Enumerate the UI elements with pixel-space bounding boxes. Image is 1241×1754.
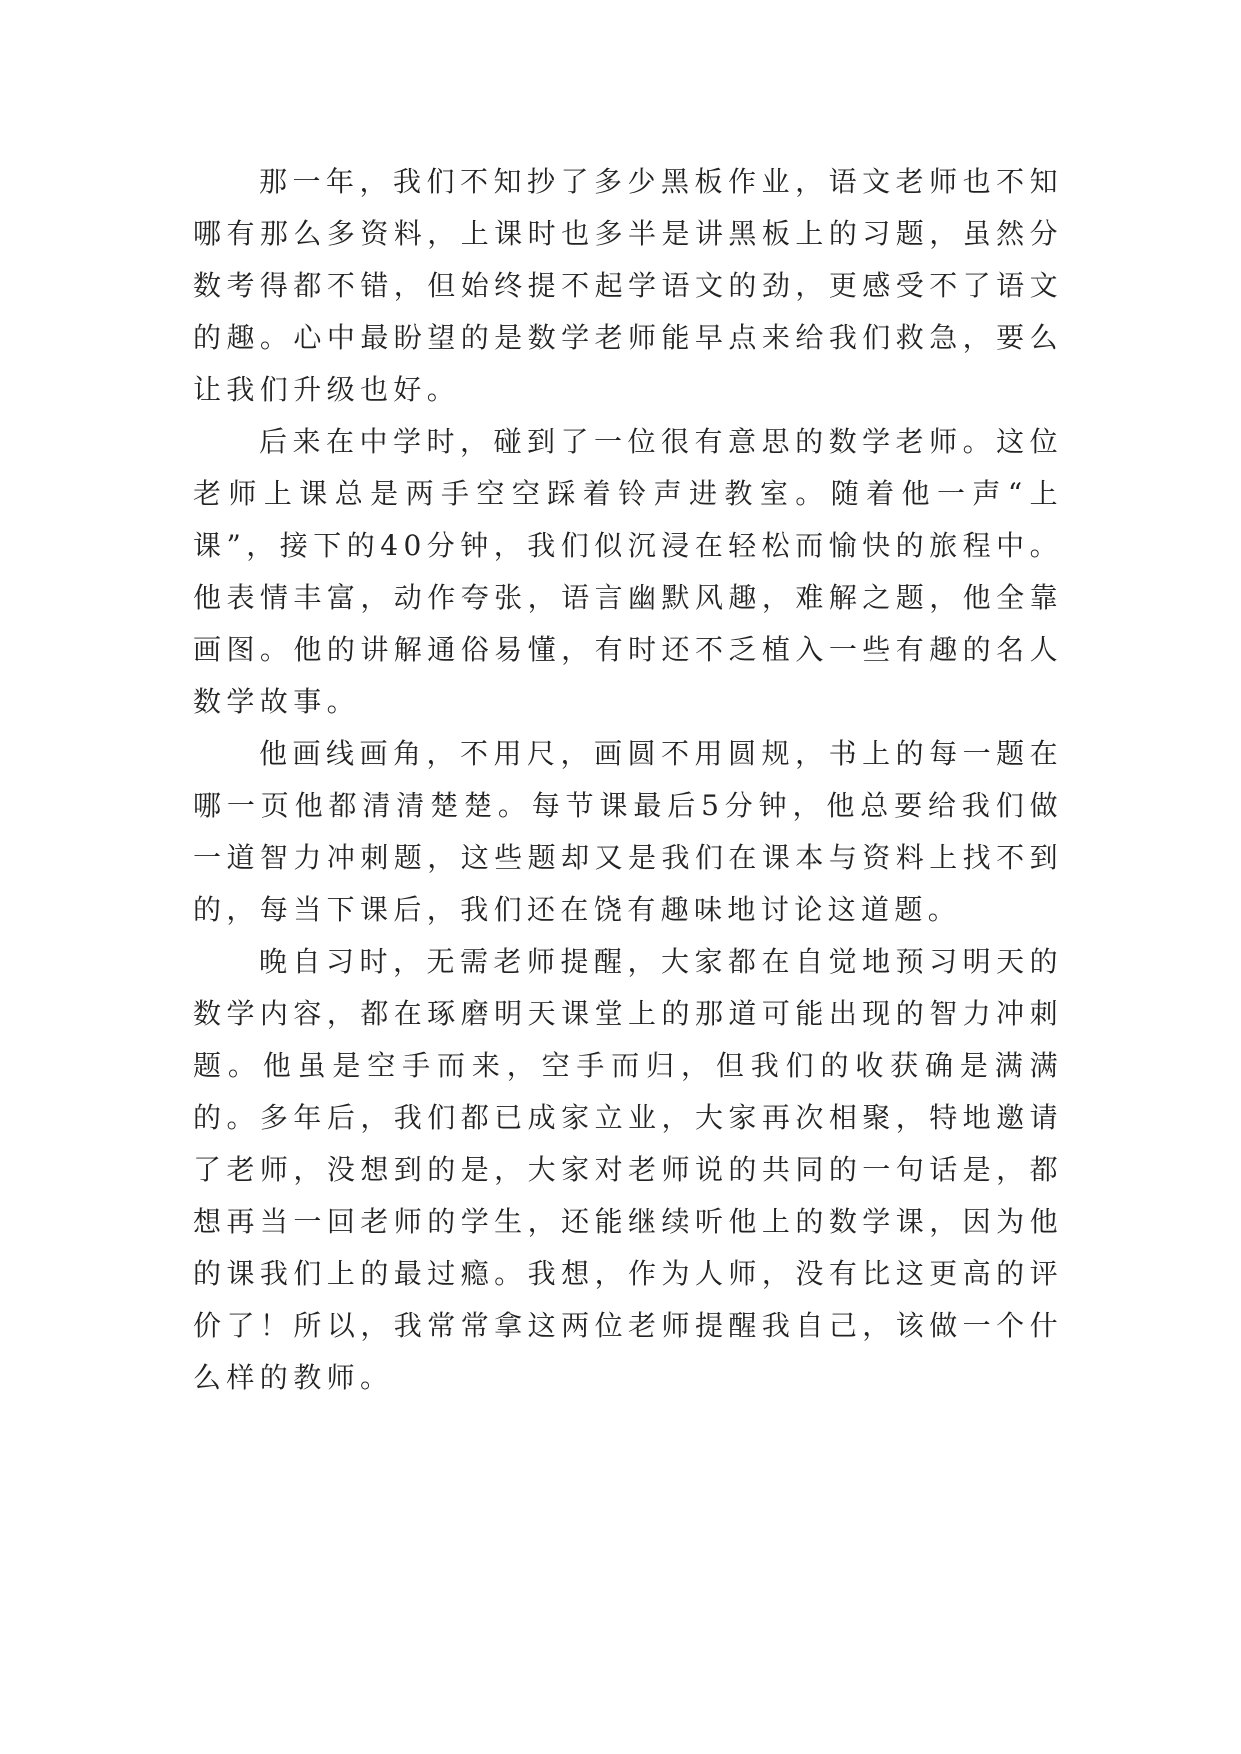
document-body [193, 156, 1063, 1404]
paragraph-3: 他画线画角，不用尺，画圆不用圆规，书上的每一题在哪一页他都清清楚楚。每节课最后5分钟，他总要给我们做一道智力冲刺题，这些题却又是我们在课本与资料上找不到的，每当下课后，我们还在饶有趣味地讨论这道题。 [193, 737, 1063, 926]
paragraph-1: 那一年，我们不知抄了多少黑板作业，语文老师也不知哪有那么多资料，上课时也多半是讲黑板上的习题，虽然分数考得都不错，但始终提不起学语文的劲，更感受不了语文的趣。心中最盼望的是数学老师能早点来给我们救急，要么让我们升级也好。 [193, 165, 1063, 406]
paragraph-2: 后来在中学时，碰到了一位很有意思的数学老师。这位老师上课总是两手空空踩着铃声进教室。随着他一声“上课”，接下的40分钟，我们似沉浸在轻松而愉快的旅程中。他表情丰富，动作夸张，语言幽默风趣，难解之题，他全靠画图。他的讲解通俗易懂，有时还不乏植入一些有趣的名人数学故事。 [193, 425, 1063, 718]
paragraph-4: 晚自习时，无需老师提醒，大家都在自觉地预习明天的数学内容，都在琢磨明天课堂上的那道可能出现的智力冲刺题。他虽是空手而来，空手而归，但我们的收获确是满满的。多年后，我们都已成家立业，大家再次相聚，特地邀请了老师，没想到的是，大家对老师说的共同的一句话是，都想再当一回老师的学生，还能继续听他上的数学课，因为他的课我们上的最过瘾。我想，作为人师，没有比这更高的评价了！所以，我常常拿这两位老师提醒我自己，该做一个什么样的教师。 [193, 945, 1063, 1394]
